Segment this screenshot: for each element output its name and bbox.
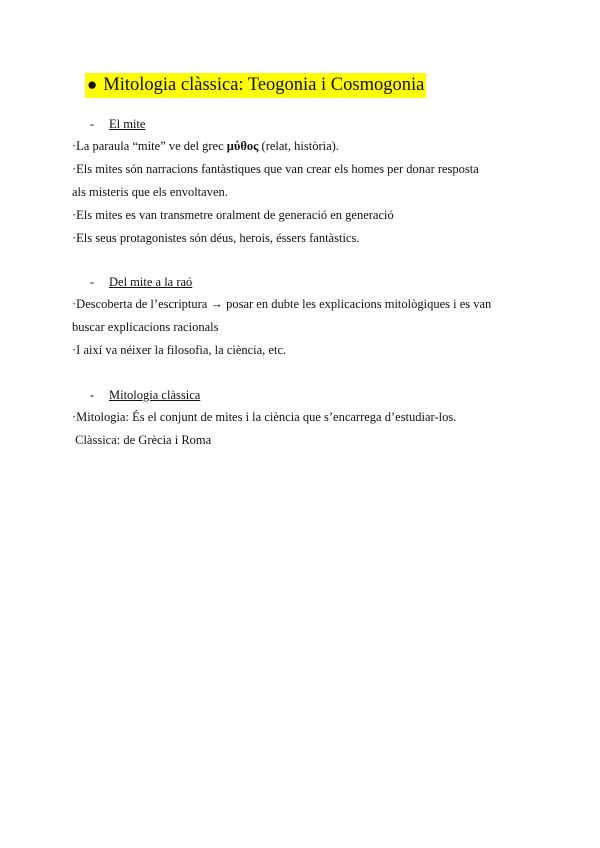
- document-title: [85, 73, 426, 98]
- greek-word: μύθος: [226, 139, 259, 153]
- paragraph-line: ·La paraula “mite” ve del grec μύθος (relat, història).: [72, 139, 339, 153]
- section-heading-label: El mite: [109, 117, 146, 131]
- paragraph-line: ·Els mites són narracions fantàstiques que van crear els homes per donar resposta: [72, 162, 479, 176]
- section-mitologia-classica: [72, 386, 542, 452]
- title-text: Mitologia clàssica: Teogonia i Cosmogonia: [103, 75, 425, 95]
- section-heading: [72, 115, 542, 133]
- section-heading: [72, 273, 542, 291]
- dash-bullet: -: [90, 275, 95, 289]
- section-heading: [72, 386, 542, 404]
- section-heading-label: Mitologia clàssica: [109, 388, 201, 402]
- section-del-mite-a-la-rao: [72, 273, 542, 362]
- paragraph-line: ·I així va néixer la filosofia, la ciència, etc.: [72, 343, 287, 357]
- paragraph-line: Clàssica: de Grècia i Roma: [72, 433, 212, 447]
- paragraph-line: ·Descoberta de l’escriptura → posar en dubte les explicacions mitològiques i es van: [72, 297, 492, 311]
- section-el-mite: [72, 115, 542, 250]
- paragraph-line: ·Els seus protagonistes són déus, herois, éssers fantàstics.: [72, 231, 360, 245]
- paragraph-line: ·Mitologia: És el conjunt de mites i la ciència que s’encarrega d’estudiar-los.: [72, 410, 457, 424]
- bullet-icon: ●: [87, 75, 98, 94]
- paragraph-line: als misteris que els envoltaven.: [72, 185, 228, 199]
- dash-bullet: -: [90, 388, 95, 402]
- dash-bullet: -: [90, 117, 95, 131]
- paragraph-line: ·Els mites es van transmetre oralment de generació en generació: [72, 208, 394, 222]
- section-heading-label: Del mite a la raó: [109, 275, 193, 289]
- paragraph-line: buscar explicacions racionals: [72, 320, 219, 334]
